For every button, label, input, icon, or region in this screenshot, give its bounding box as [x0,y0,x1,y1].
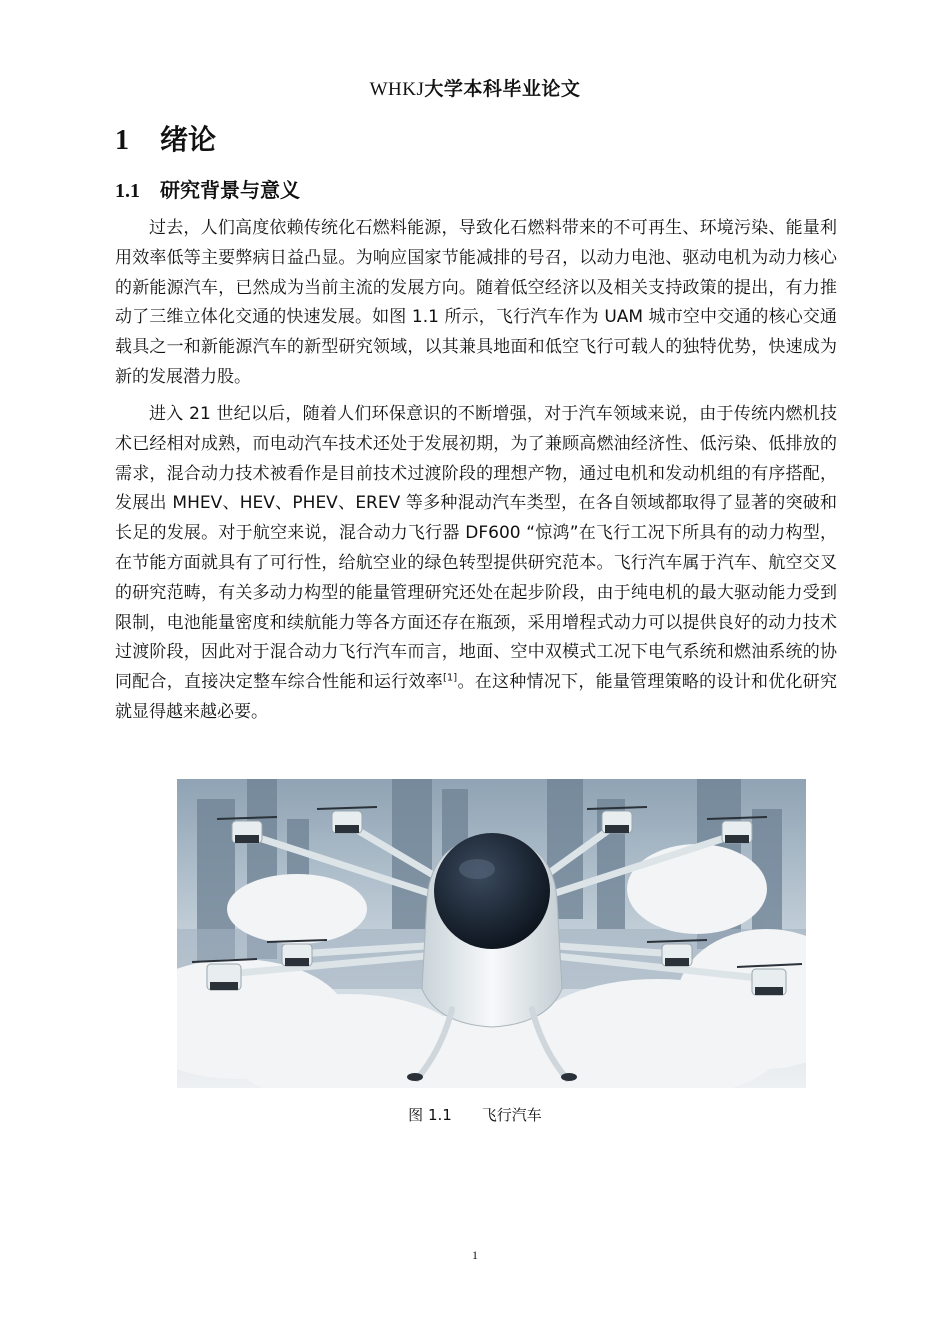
paragraph-1-text: 过去，人们高度依赖传统化石燃料能源，导致化石燃料带来的不可再生、环境污染、能量利用效率低等主要弊病日益凸显。为响应国家节能减排的号召，以动力电池、驱动电机为动力核心的新能源汽车，已然成为当前主流的发展方向。随着低空经济以及相关支持政策的提出，有力推动了三维立体化交通的快速发展。如图 1.1 所示，飞行汽车作为 UAM 城市空中交通的核心交通载具之一和新能源汽车的新型研究领域，以其兼具地面和低空飞行可载人的独特优势，快速成为新的发展潜力股。 [115,218,837,387]
figure-caption-number: 图 1.1 [408,1106,452,1124]
flying-car-illustration [177,779,806,1088]
chapter-number: 1 [115,125,129,156]
section-title [115,174,300,203]
paragraph-1 [115,214,837,393]
citation-ref[interactable]: [1] [443,672,458,684]
figure-caption [0,1104,950,1125]
paragraph-2-main: 进入 21 世纪以后，随着人们环保意识的不断增强，对于汽车领域来说，由于传统内燃机技术已经相对成熟，而电动汽车技术还处于发展初期，为了兼顾高燃油经济性、低污染、低排放的需求，混合动力技术被看作是目前技术过渡阶段的理想产物，通过电机和发动机组的有序搭配，发展出 MHEV、HEV、PHEV、EREV 等多种混动汽车类型，在各自领域都取得了显著的突破和长足的发展。对于航空来说，混合动力飞行器 DF600 “惊鸿”在飞行工况下所具有的动力构型，在节能方面就具有了可行性，给航空业的绿色转型提供研究范本。飞行汽车属于汽车、航空交叉的研究范畴，有关多动力构型的能量管理研究还处在起步阶段，由于纯电机的最大驱动能力受到限制，电池能量密度和续航能力等各方面还存在瓶颈，采用增程式动力可以提供良好的动力技术过渡阶段，因此对于混合动力飞行汽车而言，地面、空中双模式工况下电气系统和燃油系统的协同配合，直接决定整车综合性能和运行效率 [115,404,837,693]
section-title-text: 研究背景与意义 [160,178,300,202]
paragraph-2-text [115,400,837,728]
running-header [0,74,950,101]
page-number: 1 [472,1248,478,1262]
header-cjk: 大学本科毕业论文 [424,78,581,100]
header-latin: WHKJ [369,79,425,100]
chapter-title-text: 绪论 [160,123,217,156]
figure-flying-car-image [177,779,806,1088]
paragraph-2-tail: 。在这种情况下，能量管理策略的设计和优化研究就显得越来越必要。 [115,672,838,722]
chapter-title [115,118,216,158]
section-number: 1.1 [115,180,140,202]
figure-caption-text: 飞行汽车 [481,1106,542,1124]
paragraph-2 [115,400,837,728]
